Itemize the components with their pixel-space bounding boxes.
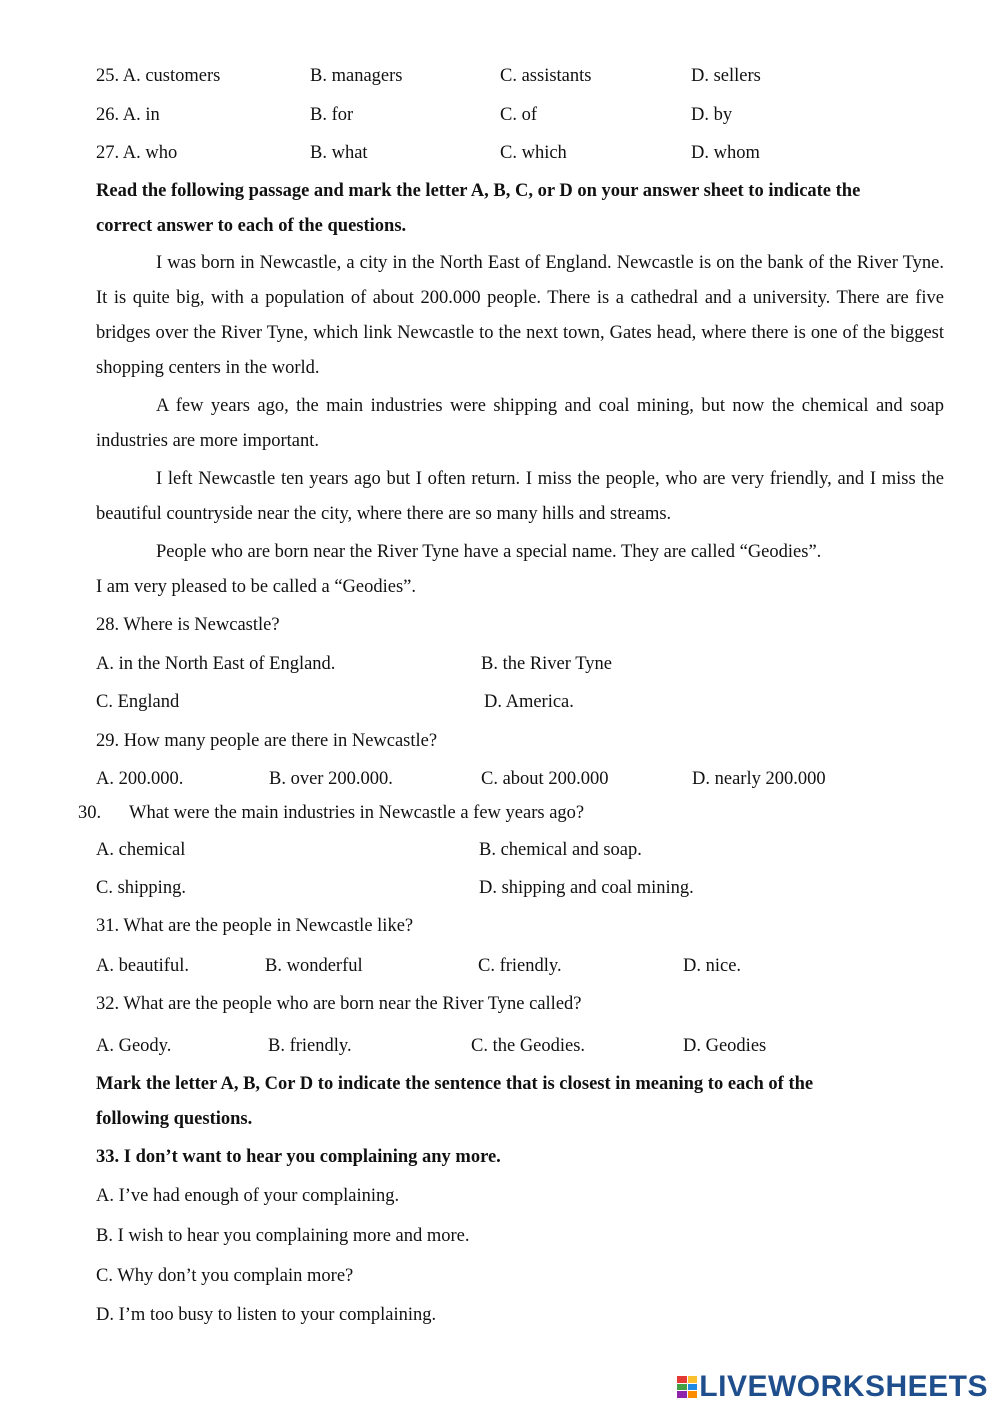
passage-paragraph-1: I was born in Newcastle, a city in the North East of England. Newcastle is on the bank of the River Tyne. It is quite big, with a population of about 200.000 people. There is a cathedral and a university. There are five bridges over the River Tyne, which link Newcastle to the next town, Gates head, where there is one of the biggest shopping centers in the world. xyxy=(96,253,944,378)
q27-option-b: B. what xyxy=(310,143,368,163)
q29-option-b[interactable]: B. over 200.000. xyxy=(269,769,393,789)
q30-number: 30. xyxy=(78,803,102,823)
q28-option-c[interactable]: C. England xyxy=(96,692,180,712)
liveworksheets-logo-text: LIVEWORKSHEETS xyxy=(699,1370,988,1403)
q28-option-a[interactable]: A. in the North East of England. xyxy=(96,654,336,674)
q32-option-a[interactable]: A. Geody. xyxy=(96,1036,172,1056)
q28-option-b[interactable]: B. the River Tyne xyxy=(481,654,612,674)
q32-question: 32. What are the people who are born near the River Tyne called? xyxy=(96,994,582,1014)
q33-option-d[interactable]: D. I’m too busy to listen to your complaining. xyxy=(96,1305,437,1325)
q30-option-b[interactable]: B. chemical and soap. xyxy=(479,840,642,860)
q33-question: 33. I don’t want to hear you complaining any more. xyxy=(96,1147,501,1167)
q25-option-a: 25. A. customers xyxy=(96,66,221,86)
q26-option-c: C. of xyxy=(500,105,537,125)
q26-option-b: B. for xyxy=(310,105,354,125)
q27-option-d: D. whom xyxy=(691,143,760,163)
q31-option-d[interactable]: D. nice. xyxy=(683,956,742,976)
q28-option-d[interactable]: D. America. xyxy=(484,692,574,712)
instruction-meaning-line2: following questions. xyxy=(96,1109,253,1129)
q26-option-a: 26. A. in xyxy=(96,105,160,125)
q31-option-c[interactable]: C. friendly. xyxy=(478,956,562,976)
q27-option-a: 27. A. who xyxy=(96,143,178,163)
liveworksheets-logo xyxy=(677,1372,988,1402)
q30-option-c[interactable]: C. shipping. xyxy=(96,878,186,898)
passage-paragraph-4b: I am very pleased to be called a “Geodies”. xyxy=(96,577,417,597)
q25-option-b: B. managers xyxy=(310,66,403,86)
q31-question: 31. What are the people in Newcastle like? xyxy=(96,916,414,936)
passage-paragraph-2: A few years ago, the main industries were shipping and coal mining, but now the chemical and soap industries are more important. xyxy=(96,396,944,451)
q33-option-a[interactable]: A. I’ve had enough of your complaining. xyxy=(96,1186,400,1206)
q32-option-c[interactable]: C. the Geodies. xyxy=(471,1036,586,1056)
q33-option-c[interactable]: C. Why don’t you complain more? xyxy=(96,1266,354,1286)
q29-option-d[interactable]: D. nearly 200.000 xyxy=(692,769,826,789)
instruction-reading-line1: Read the following passage and mark the letter A, B, C, or D on your answer sheet to indicate the xyxy=(96,181,861,201)
q32-option-d[interactable]: D. Geodies xyxy=(683,1036,767,1056)
q29-option-a[interactable]: A. 200.000. xyxy=(96,769,184,789)
q30-question: What were the main industries in Newcastle a few years ago? xyxy=(129,803,585,823)
q31-option-b[interactable]: B. wonderful xyxy=(265,956,363,976)
q27-option-c: C. which xyxy=(500,143,567,163)
q25-option-c: C. assistants xyxy=(500,66,592,86)
q33-option-b[interactable]: B. I wish to hear you complaining more and more. xyxy=(96,1226,470,1246)
q29-question: 29. How many people are there in Newcastle? xyxy=(96,731,438,751)
q29-option-c[interactable]: C. about 200.000 xyxy=(481,769,609,789)
instruction-meaning-line1: Mark the letter A, B, Cor D to indicate the sentence that is closest in meaning to each of the xyxy=(96,1074,814,1094)
passage-paragraph-3: I left Newcastle ten years ago but I often return. I miss the people, who are very friendly, and I miss the beautiful countryside near the city, where there are so many hills and streams. xyxy=(96,469,944,524)
liveworksheets-logo-icon xyxy=(677,1376,697,1398)
q31-option-a[interactable]: A. beautiful. xyxy=(96,956,189,976)
instruction-reading-line2: correct answer to each of the questions. xyxy=(96,216,407,236)
q28-question: 28. Where is Newcastle? xyxy=(96,615,280,635)
q26-option-d: D. by xyxy=(691,105,733,125)
passage-paragraph-4a: People who are born near the River Tyne have a special name. They are called “Geodies”. xyxy=(156,542,822,562)
q30-option-d[interactable]: D. shipping and coal mining. xyxy=(479,878,694,898)
q25-option-d: D. sellers xyxy=(691,66,761,86)
q32-option-b[interactable]: B. friendly. xyxy=(268,1036,352,1056)
q30-option-a[interactable]: A. chemical xyxy=(96,840,186,860)
